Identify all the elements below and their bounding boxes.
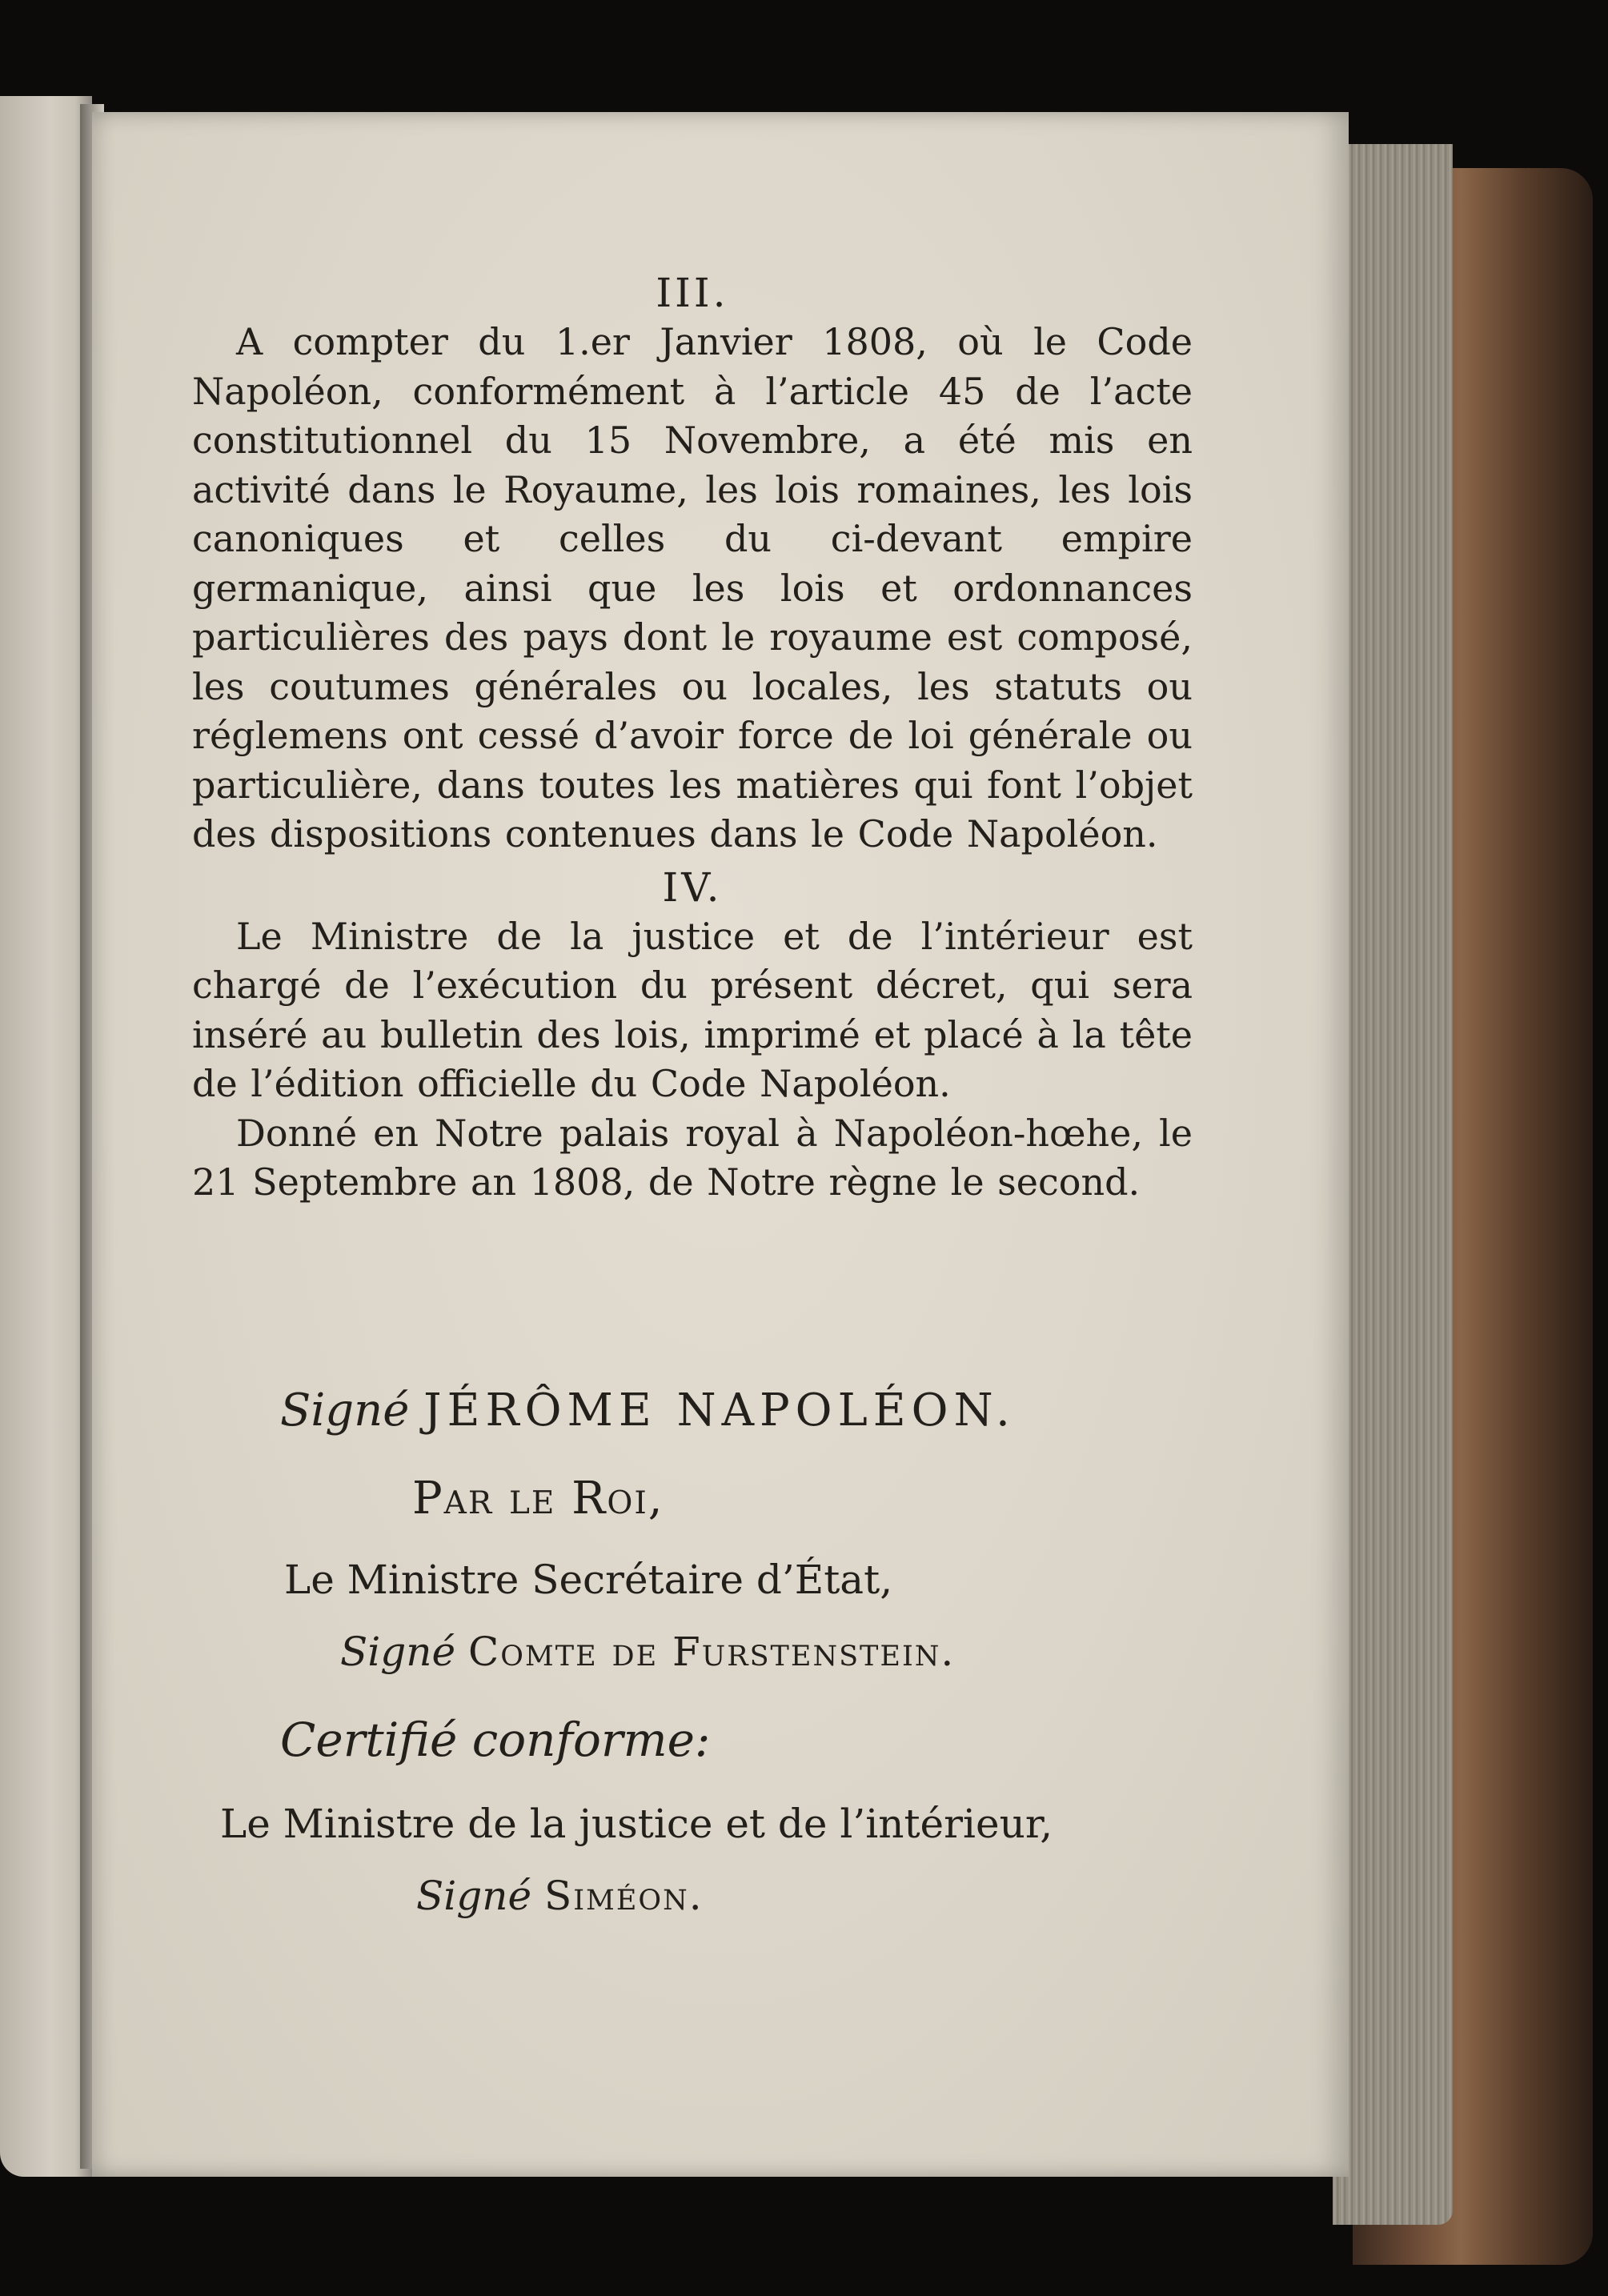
justice-name: Siméon. bbox=[543, 1873, 704, 1919]
justice-signed-word: Signé bbox=[416, 1873, 532, 1919]
section-number-3: III. bbox=[656, 270, 729, 316]
certified-line: Certifié conforme: bbox=[280, 1713, 711, 1767]
section-number-4: IV. bbox=[662, 864, 723, 911]
page-body bbox=[192, 268, 1193, 1208]
printed-page bbox=[92, 112, 1349, 2177]
justice-signature-line bbox=[416, 1873, 704, 1919]
justice-minister-title: Le Ministre de la justice et de l’intérieur, bbox=[220, 1801, 1053, 1847]
signed-word: Signé bbox=[280, 1384, 410, 1437]
page-fore-edge bbox=[1333, 144, 1453, 2225]
given-at-text: Donné en Notre palais royal à Napoléon-hœhe, le 21 Septembre an 1808, de Notre règne le second. bbox=[192, 1111, 1193, 1204]
section-3-text: A compter du 1.er Janvier 1808, où le Code Napoléon, conformément à l’article 45 de l’acte constitutionnel du 15 Novembre, a été mis en activité dans le Royaume, les lois romaines, les lois canoniques et celles du ci-devant empire germanique, ainsi que les lois et ordonnances particulières des pays dont le royaume est composé, les coutumes générales ou locales, les statuts ou réglemens ont cessé d’avoir force de loi générale ou particulière, dans toutes les matières qui font l’objet des dispositions contenues dans le Code Napoléon. bbox=[192, 320, 1193, 855]
minister-name: Comte de Furstenstein. bbox=[467, 1629, 956, 1675]
king-name: JÉRÔME NAPOLÉON. bbox=[423, 1384, 1016, 1437]
left-page-edge bbox=[0, 96, 92, 2177]
section-4-text: Le Ministre de la justice et de l’intérieur est chargé de l’exécution du présent décret, qui sera inséré au bulletin des lois, imprimé et placé à la tête de l’édition officielle du Code Napoléon. bbox=[192, 914, 1193, 1105]
minister-signature-line bbox=[340, 1629, 955, 1675]
minister-signed-word: Signé bbox=[340, 1629, 456, 1675]
by-the-king: Par le Roi, bbox=[412, 1473, 664, 1525]
minister-title: Le Ministre Secrétaire d’État, bbox=[284, 1557, 893, 1603]
king-signature-line bbox=[280, 1384, 1016, 1437]
signature-block bbox=[192, 1384, 1193, 2025]
